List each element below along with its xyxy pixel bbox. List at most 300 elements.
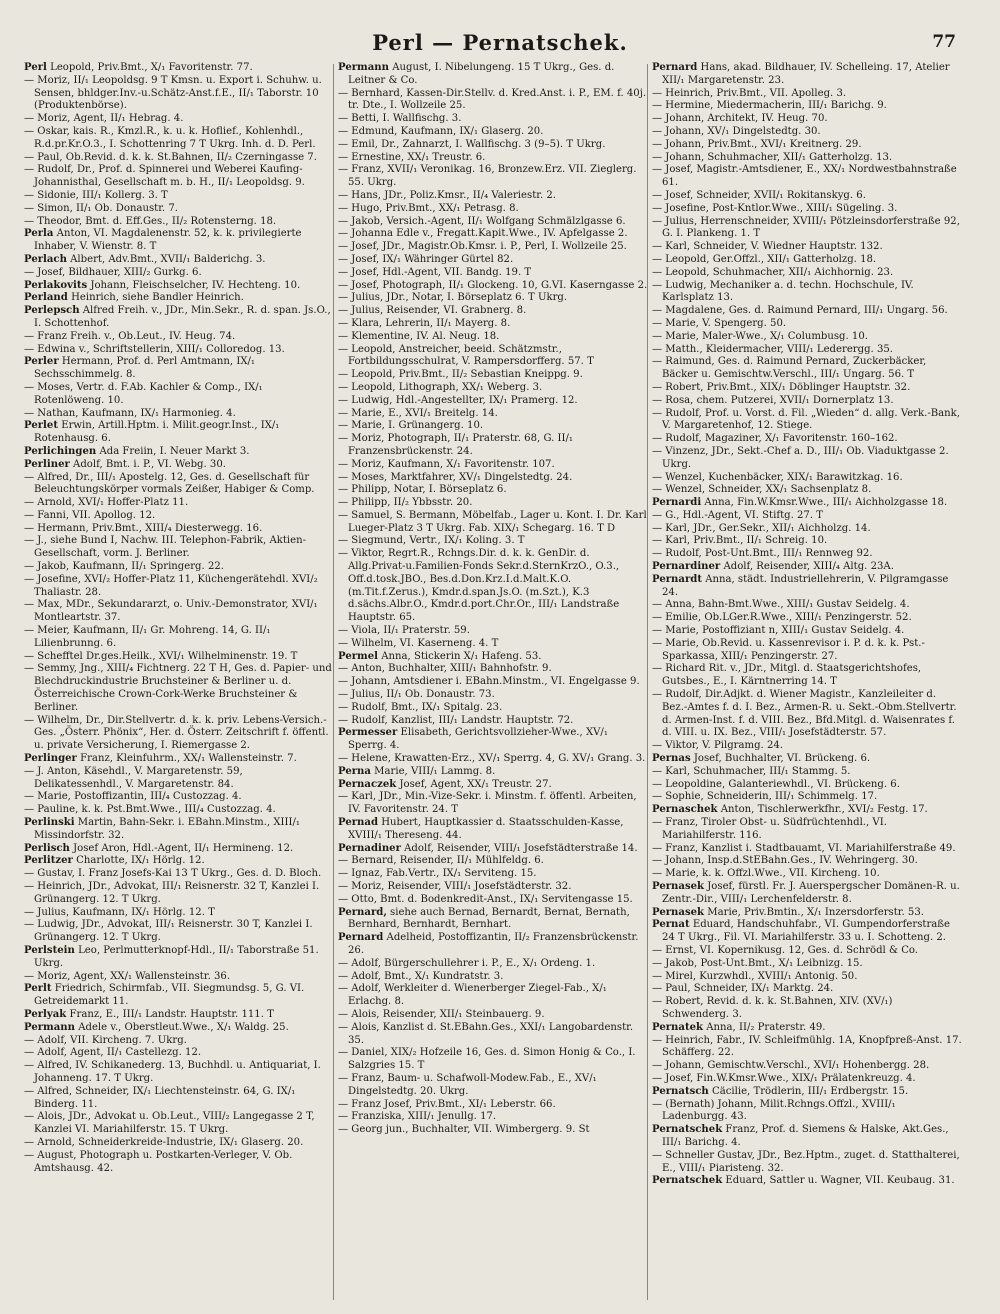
- entry-text: — Josef, Photograph, II/₁ Glockeng. 10, G.VI. Kaserngasse 2.: [338, 279, 648, 291]
- directory-entry: [338, 331, 648, 344]
- directory-entry: [24, 331, 334, 344]
- entry-text: Adolf, Bmt. i. P., VI. Webg. 30.: [73, 458, 226, 470]
- entry-text: — J. Anton, Käsehdl., V. Margaretenstr. 59, Delikatessenhdl., V. Margaretenstr. 84.: [24, 765, 243, 790]
- entry-text: Josef, fürstl. Fr. J. Auerspergscher Domänen-R. u. Zentr.-Dir., VIII/₁ Lerchenfelderstr. 8.: [662, 881, 960, 905]
- directory-entry: [24, 382, 334, 408]
- directory-entry: [24, 254, 334, 267]
- entry-text: — Hermann, Priv.Bmt., XIII/₄ Diesterwegg. 16.: [24, 522, 263, 534]
- entry-text: — Franz Freih. v., Ob.Leut., IV. Heug. 74.: [24, 330, 236, 342]
- entry-text: — Karl, Priv.Bmt., II/₁ Schreig. 10.: [652, 535, 828, 547]
- entry-text: Anna, städt. Industriellehrerin, V. Pilgramgasse 24.: [662, 573, 949, 598]
- directory-entry: [652, 1073, 962, 1086]
- entry-text: — Klara, Lehrerin, II/₁ Mayerg. 8.: [338, 317, 511, 329]
- directory-entry: [652, 740, 962, 753]
- entry-text: — Marie, I. Grünangerg. 10.: [338, 420, 484, 432]
- directory-entry: [652, 855, 962, 868]
- directory-entry: [652, 241, 962, 254]
- directory-entry: [338, 510, 648, 536]
- entry-text: — Edmund, Kaufmann, IX/₁ Glaserg. 20.: [338, 125, 544, 137]
- entry-text: — Alois, Reisender, XII/₁ Steinbauerg. 9.: [338, 1008, 545, 1020]
- entry-surname: Perlinger: [24, 753, 77, 765]
- directory-entry: [338, 88, 648, 114]
- entry-text: Franz, E., III/₁ Landstr. Hauptstr. 111. T: [69, 1008, 274, 1020]
- directory-entry: [652, 779, 962, 792]
- directory-entry: [338, 126, 648, 139]
- entry-text: — Josef, Magistr.-Amtsdiener, E., XX/₁ Nordwestbahnstraße 61.: [652, 164, 957, 189]
- entry-text: Hans, akad. Bildhauer, IV. Schelleing. 17, Atelier XII/₁ Margaretenstr. 23.: [662, 62, 950, 86]
- directory-entry: [338, 548, 648, 625]
- entry-text: — Raimund, Ges. d. Raimund Pernard, Zuckerbäcker, Bäcker u. Gemischtw.Verschl., III/₁ Ungarg. 56. T: [652, 356, 927, 381]
- directory-entry: [652, 971, 962, 984]
- directory-entry: [24, 497, 334, 510]
- directory-entry: [652, 510, 962, 523]
- directory-entry: [24, 216, 334, 229]
- directory-entry: [24, 472, 334, 498]
- entry-text: — (Bernath) Johann, Milit.Rchngs.Offzl., XVIII/₁ Ladenburgg. 43.: [652, 1098, 896, 1123]
- entry-surname: Pernardi: [652, 497, 702, 509]
- directory-entry: [24, 164, 334, 190]
- directory-entry: [652, 126, 962, 139]
- entry-surname: Perlitzer: [24, 855, 73, 867]
- entry-text: — Theodor, Bmt. d. Eff.Ges., II/₂ Rotensterng. 18.: [24, 215, 277, 227]
- entry-text: — Ignaz, Fab.Vertr., IX/₁ Serviteng. 15.: [338, 868, 537, 880]
- directory-entry: [652, 638, 962, 664]
- directory-entry: [338, 292, 648, 305]
- directory-entry: [652, 612, 962, 625]
- directory-entry: [652, 817, 962, 843]
- entry-surname: Pernat: [652, 919, 690, 931]
- entry-text: — Julius, Kaufmann, IX/₁ Hörlg. 12. T: [24, 906, 215, 918]
- directory-entry: [338, 459, 648, 472]
- entry-text: Adolf, Reisender, VIII/₁ Josefstädterstraße 14.: [404, 842, 638, 854]
- directory-entry: [24, 459, 334, 472]
- entry-text: — Georg jun., Buchhalter, VII. Wimbergerg. 9. St: [338, 1124, 590, 1136]
- entry-text: — Semmy, Jng., XIII/₄ Fichtnerg. 22 T H, Ges. d. Papier- und Blechdruckindustrie Bruchsteiner & Berliner u. d. Österreichische Crown-Cork-Werke Bruchsteiner & Berliner.: [24, 663, 332, 713]
- directory-entry: [652, 344, 962, 357]
- directory-entry: [24, 1047, 334, 1060]
- directory-entry: [24, 446, 334, 459]
- directory-entry: [652, 408, 962, 434]
- entry-text: Ada Freiin, I. Neuer Markt 3.: [99, 445, 250, 457]
- directory-entry: [338, 958, 648, 971]
- directory-entry: [24, 1035, 334, 1048]
- directory-entry: [338, 766, 648, 779]
- entry-text: — Alfred, IV. Schikanederg. 13, Buchhdl. u. Antiquariat, I. Johanneng. 17. T Ukrg.: [24, 1060, 321, 1084]
- entry-text: — Wilhelm, Dr., Dir.Stellvertr. d. k. k. priv. Lebens-Versich.-Ges. „Österr. Phönix“, Her. d. Österr. Zeitschrift f. öffentl. u. private Versicherung, I. Riemergasse 2.: [24, 714, 329, 752]
- column-3: [652, 62, 962, 1302]
- directory-entry: [338, 971, 648, 984]
- directory-entry: [338, 139, 648, 152]
- entry-text: Marie, Priv.Bmtin., X/₁ Inzersdorferstr. 53.: [707, 906, 924, 918]
- entry-text: — Ludwig, JDr., Advokat, III/₁ Reisnerstr. 30 T, Kanzlei I. Grünangerg. 12. T Ukrg.: [24, 919, 313, 944]
- directory-entry: [338, 868, 648, 881]
- directory-entry: [652, 100, 962, 113]
- directory-entry: [338, 472, 648, 485]
- entry-text: — Karl, JDr., Ger.Sekr., XII/₁ Aichholzg. 14.: [652, 522, 871, 534]
- entry-surname: Perlet: [24, 420, 58, 432]
- entry-text: Anton, VI. Magdalenenstr. 52, k. k. privilegierte Inhaber, V. Wienstr. 8. T: [34, 228, 302, 253]
- directory-entry: [338, 369, 648, 382]
- entry-text: — Alois, Kanzlist d. St.EBahn.Ges., XXI/₁ Langobardenstr. 35.: [338, 1021, 634, 1046]
- entry-surname: Perlisch: [24, 842, 70, 854]
- directory-entry: [338, 779, 648, 792]
- directory-entry: [338, 817, 648, 843]
- entry-text: — Paul, Ob.Revid. d. k. k. St.Bahnen, II/₂ Czerningasse 7.: [24, 151, 317, 163]
- entry-text: — Leopold, Schuhmacher, XII/₁ Aichhornig. 23.: [652, 266, 894, 278]
- directory-entry: [24, 267, 334, 280]
- directory-entry: [24, 843, 334, 856]
- entry-text: — Adolf, Bmt., X/₁ Kundratstr. 3.: [338, 970, 504, 982]
- entry-text: Anton, Tischlerwerkfhr., XVI/₂ Festg. 17.: [720, 804, 928, 816]
- entry-surname: Pernad: [338, 817, 378, 829]
- directory-entry: [338, 408, 648, 421]
- directory-entry: [338, 702, 648, 715]
- entry-text: Hubert, Hauptkassier d. Staatsschulden-Kasse, XVIII/₁ Thereseng. 44.: [348, 817, 624, 841]
- entry-text: Anna, II/₂ Praterstr. 49.: [706, 1021, 826, 1033]
- directory-entry: [338, 676, 648, 689]
- entry-text: — Vinzenz, JDr., Sekt.-Chef a. D., III/₁ Ob. Viaduktgasse 2. Ukrg.: [652, 445, 949, 470]
- directory-entry: [24, 907, 334, 920]
- entry-surname: Pernatschek: [652, 1124, 723, 1136]
- entry-text: — Julius, Herrenschneider, XVIII/₁ Pötzleinsdorferstraße 92, G. I. Plankeng. 1. T: [652, 215, 960, 240]
- entry-text: — Sidonie, III/₁ Kollerg. 3. T: [24, 189, 168, 201]
- entry-text: — Johann, Insp.d.StEBahn.Ges., IV. Wehringerg. 30.: [652, 855, 918, 867]
- directory-entry: [338, 267, 648, 280]
- entry-text: — Magdalene, Ges. d. Raimund Pernard, III/₁ Ungarg. 56.: [652, 305, 948, 317]
- directory-entry: [24, 152, 334, 165]
- entry-surname: Pernard,: [338, 906, 387, 918]
- directory-entry: [652, 983, 962, 996]
- entry-text: — Johann, Amtsdiener i. EBahn.Minstm., VI. Engelgasse 9.: [338, 676, 640, 688]
- entry-text: — Philipp, Notar, I. Börseplatz 6.: [338, 484, 507, 496]
- directory-entry: [652, 152, 962, 165]
- directory-entry: [24, 919, 334, 945]
- entry-text: siehe auch Bernad, Bernardt, Bernat, Bernath, Bernhard, Bernhardt, Bernhart.: [348, 906, 630, 931]
- directory-entry: [24, 561, 334, 574]
- entry-text: — Anton, Buchhalter, XIII/₁ Bahnhofstr. 9.: [338, 663, 552, 675]
- entry-text: — Ernst, VI. Kopernikusg. 12, Ges. d. Schrödl & Co.: [652, 944, 919, 956]
- entry-surname: Perlinski: [24, 817, 75, 829]
- directory-entry: [338, 241, 648, 254]
- directory-entry: [338, 932, 648, 958]
- entry-text: — Moriz, Kaufmann, X/₁ Favoritenstr. 107.: [338, 458, 555, 470]
- entry-text: — Johann, XV/₁ Dingelstedtg. 30.: [652, 125, 821, 137]
- directory-entry: [652, 280, 962, 306]
- directory-entry: [24, 190, 334, 203]
- entry-text: — Emilie, Ob.LGer.R.Wwe., XIII/₁ Penzingerstr. 52.: [652, 612, 912, 624]
- entry-text: Eduard, Sattler u. Wagner, VII. Keubaug. 31.: [725, 1175, 955, 1187]
- directory-entry: [338, 344, 648, 370]
- directory-entry: [338, 907, 648, 933]
- entry-text: — Arnold, XVI/₁ Hoffer-Platz 11.: [24, 497, 189, 509]
- entry-text: — Marie, Maler-Wwe., X/₁ Columbusg. 10.: [652, 330, 868, 342]
- entry-text: — Samuel, S. Bermann, Möbelfab., Lager u. Kont. I. Dr. Karl Lueger-Platz 3 T Ukrg. Fab. XIX/₁ Schegarg. 16. T D: [338, 509, 647, 534]
- directory-entry: [338, 305, 648, 318]
- directory-entry: [24, 1137, 334, 1150]
- page-number: 77: [932, 32, 956, 52]
- directory-entry: [24, 817, 334, 843]
- entry-surname: Permesser: [338, 727, 398, 739]
- directory-entry: [338, 1099, 648, 1112]
- entry-text: — Heinrich, JDr., Advokat, III/₁ Reisnerstr. 32 T, Kanzlei I. Grünangerg. 12. T Ukrg.: [24, 881, 320, 905]
- entry-text: — Wenzel, Kuchenbäcker, XIX/₁ Barawitzkag. 16.: [652, 471, 903, 483]
- entry-text: — Meier, Kaufmann, II/₁ Gr. Mohreng. 14, G. II/₁ Lilienbrunng. 6.: [24, 625, 271, 649]
- entry-surname: Pernasek: [652, 881, 705, 892]
- directory-entry: [652, 305, 962, 318]
- directory-entry: [24, 804, 334, 817]
- entry-text: Anna, Fin.W.Kmsr.Wwe., III/₁ Aichholzgasse 18.: [704, 497, 948, 509]
- directory-entry: [338, 881, 648, 894]
- directory-entry: [24, 510, 334, 523]
- directory-entry: [338, 843, 648, 856]
- entry-text: — Josef, Fin.W.Kmsr.Wwe., XIX/₁ Prälatenkreuzg. 4.: [652, 1072, 916, 1084]
- entry-text: — Josefine, XVI/₂ Hoffer-Platz 11, Küchengerätehdl. XVI/₂ Thaliastr. 28.: [24, 573, 318, 598]
- directory-entry: [338, 62, 648, 88]
- entry-text: Martin, Bahn-Sekr. i. EBahn.Minstm., XIII/₁ Missindorfstr. 32.: [34, 817, 300, 841]
- entry-text: Cäcilie, Trödlerin, III/₁ Erdbergstr. 15.: [712, 1085, 909, 1097]
- entry-surname: Pernatsch: [652, 1085, 709, 1097]
- entry-text: — Rudolf, Prof. u. Vorst. d. Fil. „Wieden“ d. allg. Verk.-Bank, V. Margaretenhof, 12. Stiege.: [652, 407, 961, 432]
- entry-text: — Marie, Ob.Revid. u. Kassenrevisor i. P. d. k. k. Pst.-Sparkassa, XIII/₁ Penzingerstr. 27.: [652, 637, 925, 662]
- directory-entry: [24, 305, 334, 331]
- entry-text: — Arnold, Schneiderkreide-Industrie, IX/₁ Glaserg. 20.: [24, 1136, 304, 1148]
- directory-entry: [652, 395, 962, 408]
- directory-entry: [24, 1060, 334, 1086]
- directory-entry: [652, 907, 962, 920]
- directory-entry: [652, 663, 962, 689]
- entry-surname: Permann: [338, 62, 389, 73]
- entry-text: — Rudolf, Magaziner, X/₁ Favoritenstr. 160–162.: [652, 433, 898, 445]
- entry-text: — Heinrich, Fabr., IV. Schleifmühlg. 1A, Knopfpreß-Anst. 17. Schäfferg. 22.: [652, 1034, 962, 1059]
- directory-entry: [338, 395, 648, 408]
- entry-text: — Julius, JDr., Notar, I. Börseplatz 6. T Ukrg.: [338, 292, 568, 304]
- entry-text: — Pauline, k. k. Pst.Bmt.Wwe., III/₄ Custozzag. 4.: [24, 804, 276, 816]
- directory-entry: [652, 446, 962, 472]
- directory-entry: [24, 791, 334, 804]
- entry-text: — Karl, JDr., Min.-Vize-Sekr. i. Minstm. f. öffentl. Arbeiten, IV. Favoritenstr. 24. T: [338, 791, 637, 816]
- directory-entry: [24, 1022, 334, 1035]
- entry-text: — Simon, II/₁ Ob. Donaustr. 7.: [24, 202, 178, 214]
- entry-text: — Franz Josef, Priv.Bmt., XI/₁ Leberstr. 66.: [338, 1098, 556, 1110]
- directory-entry: [652, 881, 962, 907]
- directory-entry: [338, 152, 648, 165]
- entry-text: — Franz, Tiroler Obst- u. Südfrüchtenhdl., VI. Mariahilferstr. 116.: [652, 817, 887, 841]
- entry-text: Leopold, Priv.Bmt., X/₁ Favoritenstr. 77.: [50, 62, 253, 73]
- entry-surname: Perlach: [24, 253, 67, 265]
- directory-entry: [652, 190, 962, 203]
- directory-entry: [652, 919, 962, 945]
- entry-text: — Gustav, I. Franz Josefs-Kai 13 T Ukrg., Ges. d. D. Bloch.: [24, 868, 322, 880]
- entry-text: — Jakob, Versich.-Agent, II/₁ Wolfgang Schmälzlgasse 6.: [338, 215, 626, 227]
- directory-entry: [652, 331, 962, 344]
- directory-entry: [652, 1150, 962, 1176]
- directory-entry: [652, 791, 962, 804]
- directory-entry: [652, 535, 962, 548]
- directory-entry: [338, 638, 648, 651]
- entry-text: — Adolf, VII. Kircheng. 7. Ukrg.: [24, 1034, 187, 1046]
- directory-entry: [24, 126, 334, 152]
- entry-text: Hermann, Prof. d. Perl Amtmann, IX/₁ Sechsschimmelg. 8.: [34, 356, 255, 381]
- entry-surname: Perna: [338, 765, 371, 777]
- directory-entry: [338, 216, 648, 229]
- directory-entry: [24, 868, 334, 881]
- directory-entry: [24, 420, 334, 446]
- entry-text: Anna, Stickerin X/₁ Hafeng. 53.: [381, 650, 542, 662]
- directory-entry: [338, 280, 648, 293]
- entry-surname: Pernard: [652, 62, 698, 73]
- directory-entry: [652, 254, 962, 267]
- directory-entry: [652, 945, 962, 958]
- entry-text: — Rudolf, Kanzlist, III/₁ Landstr. Hauptstr. 72.: [338, 714, 574, 726]
- directory-entry: [652, 1175, 962, 1188]
- directory-entry: [652, 689, 962, 740]
- entry-surname: Pernas: [652, 753, 691, 765]
- directory-entry: [338, 715, 648, 728]
- entry-text: — Johann, Gemischtw.Verschl., XVI/₁ Hohenbergg. 28.: [652, 1060, 930, 1072]
- directory-entry: [24, 753, 334, 766]
- entry-text: — Wenzel, Schneider, XX/₁ Sachsenplatz 8.: [652, 484, 872, 496]
- entry-text: Josef, Agent, XX/₁ Treustr. 27.: [399, 778, 552, 790]
- entry-text: — Heinrich, Priv.Bmt., VII. Apolleg. 3.: [652, 87, 847, 99]
- entry-surname: Perliner: [24, 458, 70, 470]
- entry-text: — Max, MDr., Sekundararzt, o. Univ.-Demonstrator, XVI/₁ Montleartstr. 37.: [24, 599, 318, 624]
- entry-text: Johann, Fleischselcher, IV. Hechteng. 10.: [90, 279, 301, 291]
- directory-entry: [24, 280, 334, 293]
- directory-entry: [652, 382, 962, 395]
- entry-surname: Perlyak: [24, 1008, 67, 1020]
- entry-text: — Franziska, XIII/₁ Jenullg. 17.: [338, 1111, 497, 1123]
- entry-text: — Johann, Priv.Bmt., XVI/₁ Kreitnerg. 29.: [652, 138, 862, 150]
- entry-text: — Franz, Baum- u. Schafwoll-Modew.Fab., E., XV/₁ Dingelstedtg. 20. Ukrg.: [338, 1072, 597, 1097]
- entry-text: — Franz, Kanzlist i. Stadtbauamt, VI. Mariahilferstraße 49.: [652, 842, 956, 854]
- directory-entry: [652, 996, 962, 1022]
- entry-text: — Karl, Schneider, V. Wiedner Hauptstr. 132.: [652, 241, 883, 253]
- entry-text: — Fanni, VII. Apollog. 12.: [24, 509, 156, 521]
- entry-surname: Perler: [24, 356, 59, 368]
- directory-entry: [24, 344, 334, 357]
- page-title: Perl — Pernatschek.: [372, 30, 628, 55]
- entry-text: — Anna, Bahn-Bmt.Wwe., XIII/₁ Gustav Seidelg. 4.: [652, 599, 910, 611]
- entry-text: — Josef, Hdl.-Agent, VII. Bandg. 19. T: [338, 266, 532, 278]
- column-1: [24, 62, 334, 1302]
- entry-text: Friedrich, Schirmfab., VII. Siegmundsg. 5, G. VI. Getreidemarkt 11.: [34, 983, 305, 1008]
- directory-entry: [652, 1124, 962, 1150]
- directory-entry: [24, 1009, 334, 1022]
- entry-text: — Jakob, Post-Unt.Bmt., X/₁ Leibnizg. 15.: [652, 957, 863, 969]
- entry-surname: Pernasek: [652, 906, 705, 918]
- page-header: [0, 30, 1000, 60]
- entry-text: — Moses, Vertr. d. F.Ab. Kachler & Comp., IX/₁ Rotenlöweng. 10.: [24, 381, 263, 406]
- directory-entry: [652, 804, 962, 817]
- entry-text: — Leopold, Ger.Offzl., XII/₁ Gatterholzg. 18.: [652, 253, 877, 265]
- entry-text: — Franz, XVII/₁ Veronikag. 16, Bronzew.Erz. VII. Zieglerg. 55. Ukrg.: [338, 164, 637, 189]
- entry-text: — Marie, V. Spengerg. 50.: [652, 317, 787, 329]
- entry-text: — Bernard, Reisender, II/₁ Mühlfeldg. 6.: [338, 855, 544, 867]
- entry-text: — Johann, Architekt, IV. Heug. 70.: [652, 113, 828, 125]
- entry-text: — Robert, Revid. d. k. k. St.Bahnen, XIV. (XV/₁) Schwenderg. 3.: [652, 996, 893, 1020]
- entry-text: — Karl, Schuhmacher, III/₁ Stammg. 5.: [652, 765, 851, 777]
- entry-surname: Perla: [24, 228, 54, 240]
- entry-text: — Sophie, Schneiderin, III/₁ Schimmelg. 17.: [652, 791, 878, 803]
- entry-text: — Moriz, Agent, II/₁ Hebrag. 4.: [24, 113, 184, 125]
- entry-text: — Jakob, Kaufmann, II/₁ Springerg. 22.: [24, 561, 224, 573]
- entry-text: — Julius, Reisender, VI. Grabnerg. 8.: [338, 305, 527, 317]
- entry-text: — Moriz, II/₁ Leopoldsg. 9 T Kmsn. u. Export i. Schuhw. u. Sensen, bhldger.Inv.-u.Schätz-Anst.f.E., II/₁ Taborstr. 10 (Produktenbörse).: [24, 74, 322, 112]
- entry-surname: Perlt: [24, 983, 52, 995]
- entry-text: — Rudolf, Bmt., IX/₁ Spitalg. 23.: [338, 701, 503, 713]
- entry-text: — Rudolf, Post-Unt.Bmt., III/₁ Rennweg 92.: [652, 548, 873, 560]
- directory-entry: [24, 881, 334, 907]
- directory-entry: [652, 433, 962, 446]
- entry-text: — Daniel, XIX/₂ Hofzeile 16, Ges. d. Simon Honig & Co., I. Salzgries 15. T: [338, 1047, 636, 1072]
- entry-text: — Ernestine, XX/₁ Treustr. 6.: [338, 151, 486, 163]
- entry-text: — Leopoldine, Galanteriewhdl., VI. Brückeng. 6.: [652, 778, 900, 790]
- directory-entry: [24, 1150, 334, 1176]
- column-2: [338, 62, 648, 1302]
- directory-entry: [338, 254, 648, 267]
- directory-entry: [338, 1124, 648, 1137]
- directory-entry: [652, 753, 962, 766]
- directory-entry: [338, 1111, 648, 1124]
- directory-entry: [338, 113, 648, 126]
- directory-entry: [24, 228, 334, 254]
- directory-entry: [652, 523, 962, 536]
- entry-text: — Otto, Bmt. d. Bodenkredit-Anst., IX/₁ Servitengasse 15.: [338, 893, 633, 905]
- entry-text: — Nathan, Kaufmann, IX/₁ Harmonieg. 4.: [24, 407, 236, 419]
- entry-text: Adolf, Reisender, XIII/₄ Altg. 23A.: [723, 561, 894, 573]
- entry-text: — Josef, IX/₁ Währinger Gürtel 82.: [338, 253, 514, 265]
- directory-entry: [652, 164, 962, 190]
- entry-text: — Josef, JDr., Magistr.Ob.Kmsr. i. P., Perl, I. Wollzeile 25.: [338, 241, 627, 253]
- entry-text: Elisabeth, Gerichtsvollzieher-Wwe., XV/₁ Sperrg. 4.: [348, 727, 608, 752]
- directory-entry: [338, 420, 648, 433]
- entry-text: — Marie, k. k. Offzl.Wwe., VII. Kircheng. 10.: [652, 868, 880, 880]
- entry-text: — Wilhelm, VI. Kaserneng. 4. T: [338, 637, 499, 649]
- entry-text: — Viktor, V. Pilgramg. 24.: [652, 740, 784, 752]
- directory-entry: [338, 727, 648, 753]
- entry-text: — Richard Rit. v., JDr., Mitgl. d. Staatsgerichtshofes, Gutsbes., E., I. Kärntnerring 14. T: [652, 663, 922, 688]
- entry-text: August, I. Nibelungeng. 15 T Ukrg., Ges. d. Leitner & Co.: [348, 62, 615, 86]
- directory-entry: [338, 484, 648, 497]
- entry-surname: Perlstein: [24, 944, 75, 956]
- directory-entry: [338, 497, 648, 510]
- entry-surname: Perlakovits: [24, 279, 88, 291]
- entry-text: — Josefine, Post-Kntlor.Wwe., XIII/₁ Sügeling. 3.: [652, 202, 898, 214]
- entry-text: Marie, VIII/₁ Lammg. 8.: [374, 765, 496, 777]
- entry-text: Erwin, Artill.Hptm. i. Milit.geogr.Inst., IX/₁ Rotenhausg. 6.: [34, 420, 280, 445]
- entry-text: Leo, Perlmutterknopf-Hdl., II/₁ Taborstraße 51. Ukrg.: [34, 944, 319, 969]
- directory-entry: [24, 855, 334, 868]
- entry-text: — Klementine, IV. Al. Neug. 18.: [338, 330, 500, 342]
- entry-text: — Philipp, II/₂ Ybbsstr. 20.: [338, 497, 473, 509]
- entry-text: Charlotte, IX/₁ Hörlg. 12.: [76, 855, 205, 867]
- entry-text: — Mirel, Kurzwhdl., XVIII/₁ Antonig. 50.: [652, 970, 858, 982]
- entry-text: — Marie, E., XVI/₁ Breitelg. 14.: [338, 407, 498, 419]
- directory-entry: [24, 1086, 334, 1112]
- entry-surname: Pernatek: [652, 1021, 704, 1033]
- directory-entry: [24, 971, 334, 984]
- entry-text: — Bernhard, Kassen-Dir.Stellv. d. Kred.Anst. i. P., EM. f. 40j. tr. Dte., I. Wollzeile 25.: [338, 87, 647, 112]
- directory-entry: [652, 1099, 962, 1125]
- entry-text: — Leopold, Lithograph, XX/₁ Weberg. 3.: [338, 381, 543, 393]
- directory-entry: [24, 574, 334, 600]
- entry-text: — Adolf, Agent, II/₁ Castellezg. 12.: [24, 1047, 202, 1059]
- directory-entry: [652, 267, 962, 280]
- directory-entry: [24, 535, 334, 561]
- directory-entry: [24, 651, 334, 664]
- entry-text: — G., Hdl.-Agent, VI. Stiftg. 27. T: [652, 509, 823, 521]
- directory-entry: [652, 1022, 962, 1035]
